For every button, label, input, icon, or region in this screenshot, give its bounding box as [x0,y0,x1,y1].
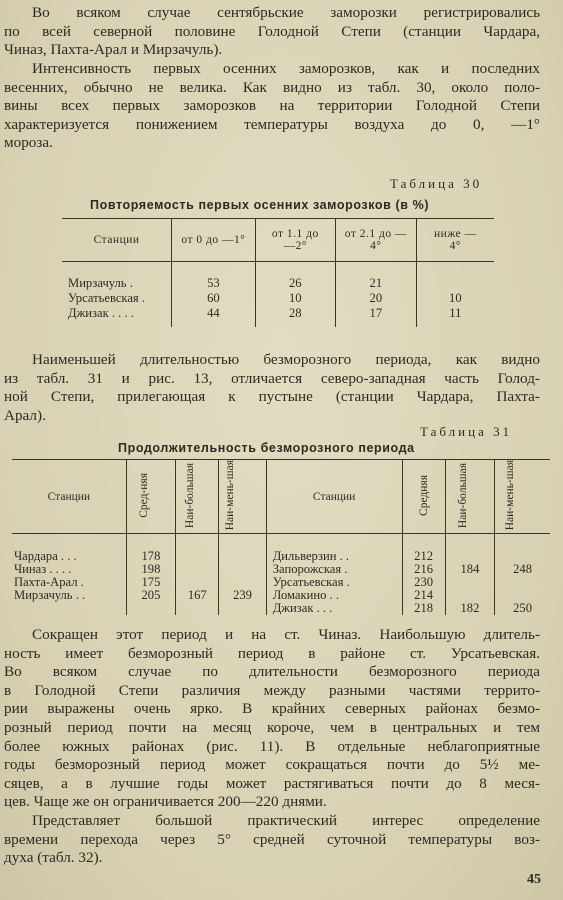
header-mean-right [402,460,445,534]
text-line: Сокращен этот период и на ст. Чиназ. Наибольшую длитель- [32,626,540,643]
station-name: Джизак . . . [272,601,333,616]
header-mean-left-text: Сред-няя [137,472,150,518]
text-line: ность имеет безморозный период в районе ст. Урсатьевская. [4,644,540,662]
table-cell: 216 [414,562,434,577]
table-cell: 20 [336,291,417,306]
text-line: розный период почти на месяц короче, чем в центральных и тем [4,718,540,736]
paragraph-1 [4,4,540,60]
header-stations-left: Станции [12,460,126,534]
table-cell: 10 [255,291,336,306]
text-line: Наименьшей длительностью безморозного периода, как видно [32,351,540,368]
text-line: вины всех первых заморозков на территории Голодной Степи [4,97,540,115]
right-max-column [445,534,494,616]
table-header-row [12,460,550,534]
table-cell: 239 [233,588,252,603]
table-cell: 10 [449,291,462,305]
table-30 [62,218,494,327]
station-name: Мирзачуль . [62,276,172,291]
header-mean-right-text: Средняя [417,474,430,516]
text-line: Представляет большой практический интерес определение [32,812,540,829]
text-line: Во всяком случае по длительности безморозного периода [4,663,540,681]
header-col-2 [255,219,336,262]
table-cell: 11 [449,306,462,320]
table-cell: 248 [513,562,533,577]
text-line: духа (табл. 32). [4,849,103,867]
header-max-left [176,460,219,534]
table-cell: 175 [141,575,161,590]
table-cell: 205 [141,588,161,603]
header-col-4-text: ниже —4° [434,228,477,252]
text-line: по всей северной половине Голодной Степи (станции Чардара, [4,22,540,40]
right-station-column [266,534,402,616]
text-line: мороза. [4,134,53,152]
text-line: времени перехода через 5° средней суточной температуры воз- [4,830,540,848]
table-31-caption: Продолжительность безморозного периода [118,441,415,455]
table-cell [416,276,494,291]
header-stations-right: Станции [266,460,402,534]
text-line: сяцев, а в лучшие годы может растягиваться почти до 8 меся- [4,774,540,792]
table-cell: 28 [255,306,336,327]
text-line: Интенсивность первых осенних заморозков, как и последних [32,60,540,77]
text-line: весенних, обычно не велика. Как видно из табл. 30, около поло- [4,78,540,96]
table-30-number: Таблица 30 [390,176,483,191]
table-cell: 21 [336,276,417,291]
header-col-1: от 0 до —1° [172,219,255,262]
table-row [62,306,494,327]
table-cell: 184 [460,562,480,577]
table-cell: 26 [255,276,336,291]
header-min-right [495,460,550,534]
text-line: ной Степи, прилегающая к пустыне (станции Чардара, Пахта- [4,388,540,406]
station-name: Чиназ . . . . [14,562,72,577]
table-header-row [62,219,494,262]
table-cell: 214 [414,588,434,603]
text-line: годы безморозный период может сокращаться почти до 5½ ме- [4,756,540,774]
table-cell: 250 [513,601,533,616]
station-name: Ломакино . . [272,588,339,603]
right-mean-column [402,534,445,616]
header-mean-left [126,460,175,534]
header-col-2-text: от 1.1 до —2° [271,228,319,252]
table-cell: 212 [414,549,434,564]
text-line: более южных районах (рис. 11). В отдельные неблагоприятные [4,737,540,755]
table-spacer-row [62,262,494,277]
table-cell: 17 [336,306,417,327]
table-cell: 53 [172,276,255,291]
header-col-3-text: от 2.1 до —4° [344,228,407,252]
paragraph-4 [4,626,540,812]
table-cell: 44 [172,306,255,327]
page-number: 45 [527,872,541,887]
table-31-number: Таблица 31 [420,424,513,439]
header-stations: Станции [62,219,172,262]
table-cell: 230 [414,575,434,590]
header-max-right [445,460,494,534]
header-min-left [219,460,266,534]
table-31 [12,459,550,615]
station-name: Урсатьевская . [272,575,350,590]
table-cell: 218 [414,601,434,616]
station-name: Пахта-Арал . [14,575,84,590]
paragraph-5 [4,812,540,868]
text-line: из табл. 31 и рис. 13, отличается северо-западная часть Голод- [4,369,540,387]
table-cell: 198 [141,562,161,577]
table-cell: 167 [187,588,207,603]
text-line: Во всяком случае сентябрьские заморозки регистрировались [32,4,540,21]
table-row [62,291,494,306]
table-30-caption: Повторяемость первых осенних заморозков (в %) [90,198,430,212]
left-station-column [12,534,126,616]
paragraph-2 [4,60,540,153]
text-line: Арал). [4,406,46,424]
paragraph-3 [4,351,540,425]
text-line: в Голодной Степи различия между разными частями террито- [4,681,540,699]
station-name: Запорожская . [272,562,348,577]
text-line: характеризуется понижением температуры воздуха до 0, —1° [4,115,540,133]
left-mean-column [126,534,175,616]
station-name: Джизак . . . . [62,306,172,327]
table-cell: 182 [460,601,480,616]
header-max-right-text: Наи-большая [456,462,469,528]
header-max-left-text: Наи-большая [184,462,197,528]
header-col-4 [416,219,494,262]
station-name: Дильверзин . . [272,549,350,564]
table-row [62,276,494,291]
right-min-column [495,534,550,616]
table-cell: 178 [141,549,161,564]
header-col-3 [336,219,417,262]
table-body-row [12,534,550,616]
text-line: цев. Чаще же он ограничивается 200—220 днями. [4,793,327,811]
header-min-left-text: Наи-мень-шая [223,460,236,531]
header-min-right-text: Наи-мень-шая [503,460,516,531]
left-min-column [219,534,266,616]
station-name: Мирзачуль . . [14,588,86,603]
text-line: Чиназ, Пахта-Арал и Мирзачуль). [4,41,223,59]
station-name: Урсатьевская . [62,291,172,306]
text-line: рии выражены очень ярко. В крайних северных районах безмо- [4,700,540,718]
left-max-column [176,534,219,616]
station-name: Чардара . . . [14,549,77,564]
table-cell: 60 [172,291,255,306]
